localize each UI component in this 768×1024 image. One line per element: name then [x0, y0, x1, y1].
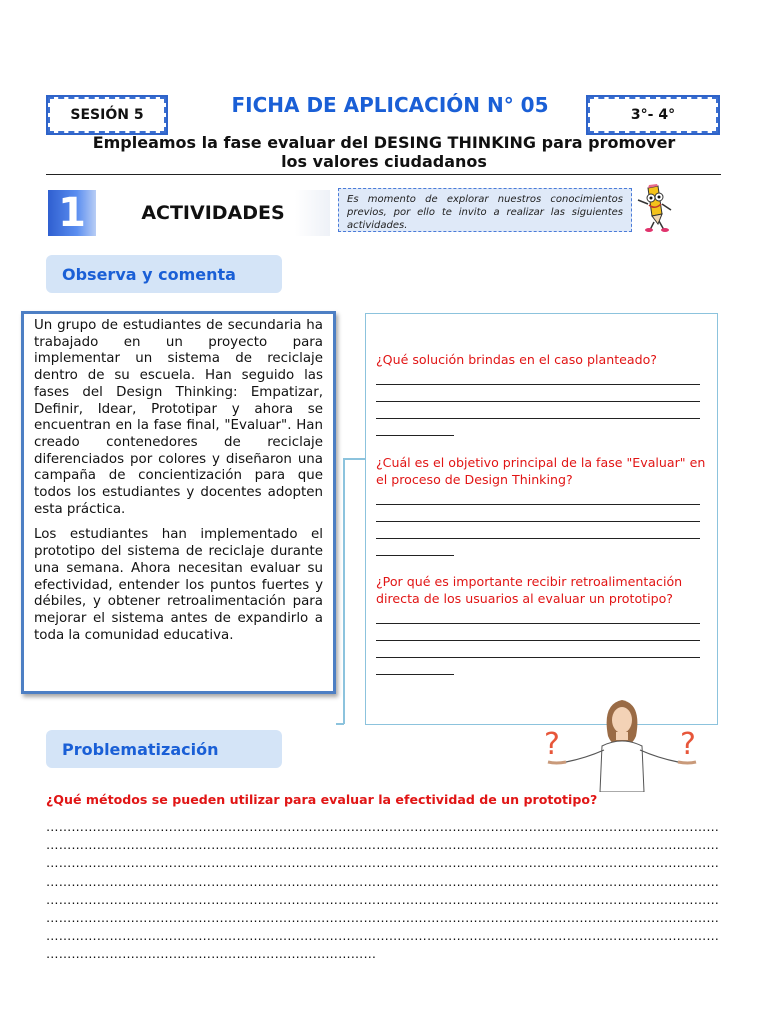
connector-line	[343, 458, 345, 724]
instruction-note: Es momento de explorar nuestros conocimientos previos, por ello te invito a realizar las siguientes actividades.	[338, 188, 632, 232]
case-paragraph-1: Un grupo de estudiantes de secundaria ha trabajado en un proyecto para implementar un sistema de reciclaje dentro de su escuela. Han seguido las fases del Design Thinking: Empatizar, Definir, Idear, Prototipar y ahora se encuentran en la fase final, "Evaluar". Han creado contenedores de reciclaje diferenciados por colores y diseñaron una campaña de concientización para que todos los estudiantes y docentes adopten esta práctica.	[34, 318, 323, 517]
svg-text:?: ?	[544, 727, 560, 762]
section-title: ACTIVIDADES	[96, 190, 330, 236]
question-1: ¿Qué solución brindas en el caso planteado?	[376, 352, 657, 367]
section-number: 1	[48, 190, 96, 236]
question-2: ¿Cuál es el objetivo principal de la fase "Evaluar" en el proceso de Design Thinking?	[376, 455, 706, 487]
thinking-woman-icon	[536, 696, 708, 792]
answer-lines-3[interactable]	[376, 623, 706, 675]
observe-label: Observa y comenta	[62, 264, 236, 284]
header-divider	[46, 174, 721, 175]
question-block-1	[376, 351, 706, 436]
problem-question: ¿Qué métodos se pueden utilizar para evaluar la efectividad de un prototipo?	[46, 792, 598, 807]
session-badge	[46, 95, 168, 135]
connector-line-top	[343, 458, 366, 460]
pencil-mascot-icon	[634, 184, 674, 232]
question-block-3	[376, 573, 706, 675]
case-paragraph-2: Los estudiantes han implementado el prototipo del sistema de reciclaje durante una semana. Ahora necesitan evaluar su efectividad, entender los puntos fuertes y débiles, y obtener retroalimentación para mejorar el sistema antes de expandirlo a toda la comunidad educativa.	[34, 527, 323, 643]
dotted-answer-lines[interactable]: …………………………………………………………………………………………………………………………………………… …………………………………………………………………………………………………………………………………………… …………………………………………………………………………………………………………………………………………… …………………………………………………………………………………………………………………………………………… …………………………………………………………………………………………………………………………………………… …………………………………………………………………………………………………………………………………………… …………………………………………………………………………………………………………………………………………… ……………………………………………………………………	[46, 819, 720, 962]
session-label: SESIÓN 5	[48, 97, 166, 133]
question-block-2	[376, 454, 706, 556]
svg-text:?: ?	[680, 727, 696, 762]
subtitle-line-1: Empleamos la fase evaluar del DESING THINKING para promover	[92, 133, 676, 152]
problem-heading	[46, 730, 282, 768]
question-3: ¿Por qué es importante recibir retroalimentación directa de los usuarios al evaluar un prototipo?	[376, 574, 683, 606]
grade-badge	[586, 95, 720, 135]
case-text-box	[21, 311, 336, 694]
page-subtitle	[30, 133, 738, 171]
subtitle-line-2: los valores ciudadanos	[281, 152, 487, 171]
connector-line-bottom	[336, 723, 344, 725]
questions-box	[365, 313, 718, 725]
page-title: FICHA DE APLICACIÓN N° 05	[231, 93, 549, 117]
answer-lines-2[interactable]	[376, 504, 706, 556]
problem-label: Problematización	[62, 739, 219, 759]
observe-heading	[46, 255, 282, 293]
grade-label: 3°- 4°	[588, 97, 718, 133]
answer-lines-1[interactable]	[376, 384, 706, 436]
